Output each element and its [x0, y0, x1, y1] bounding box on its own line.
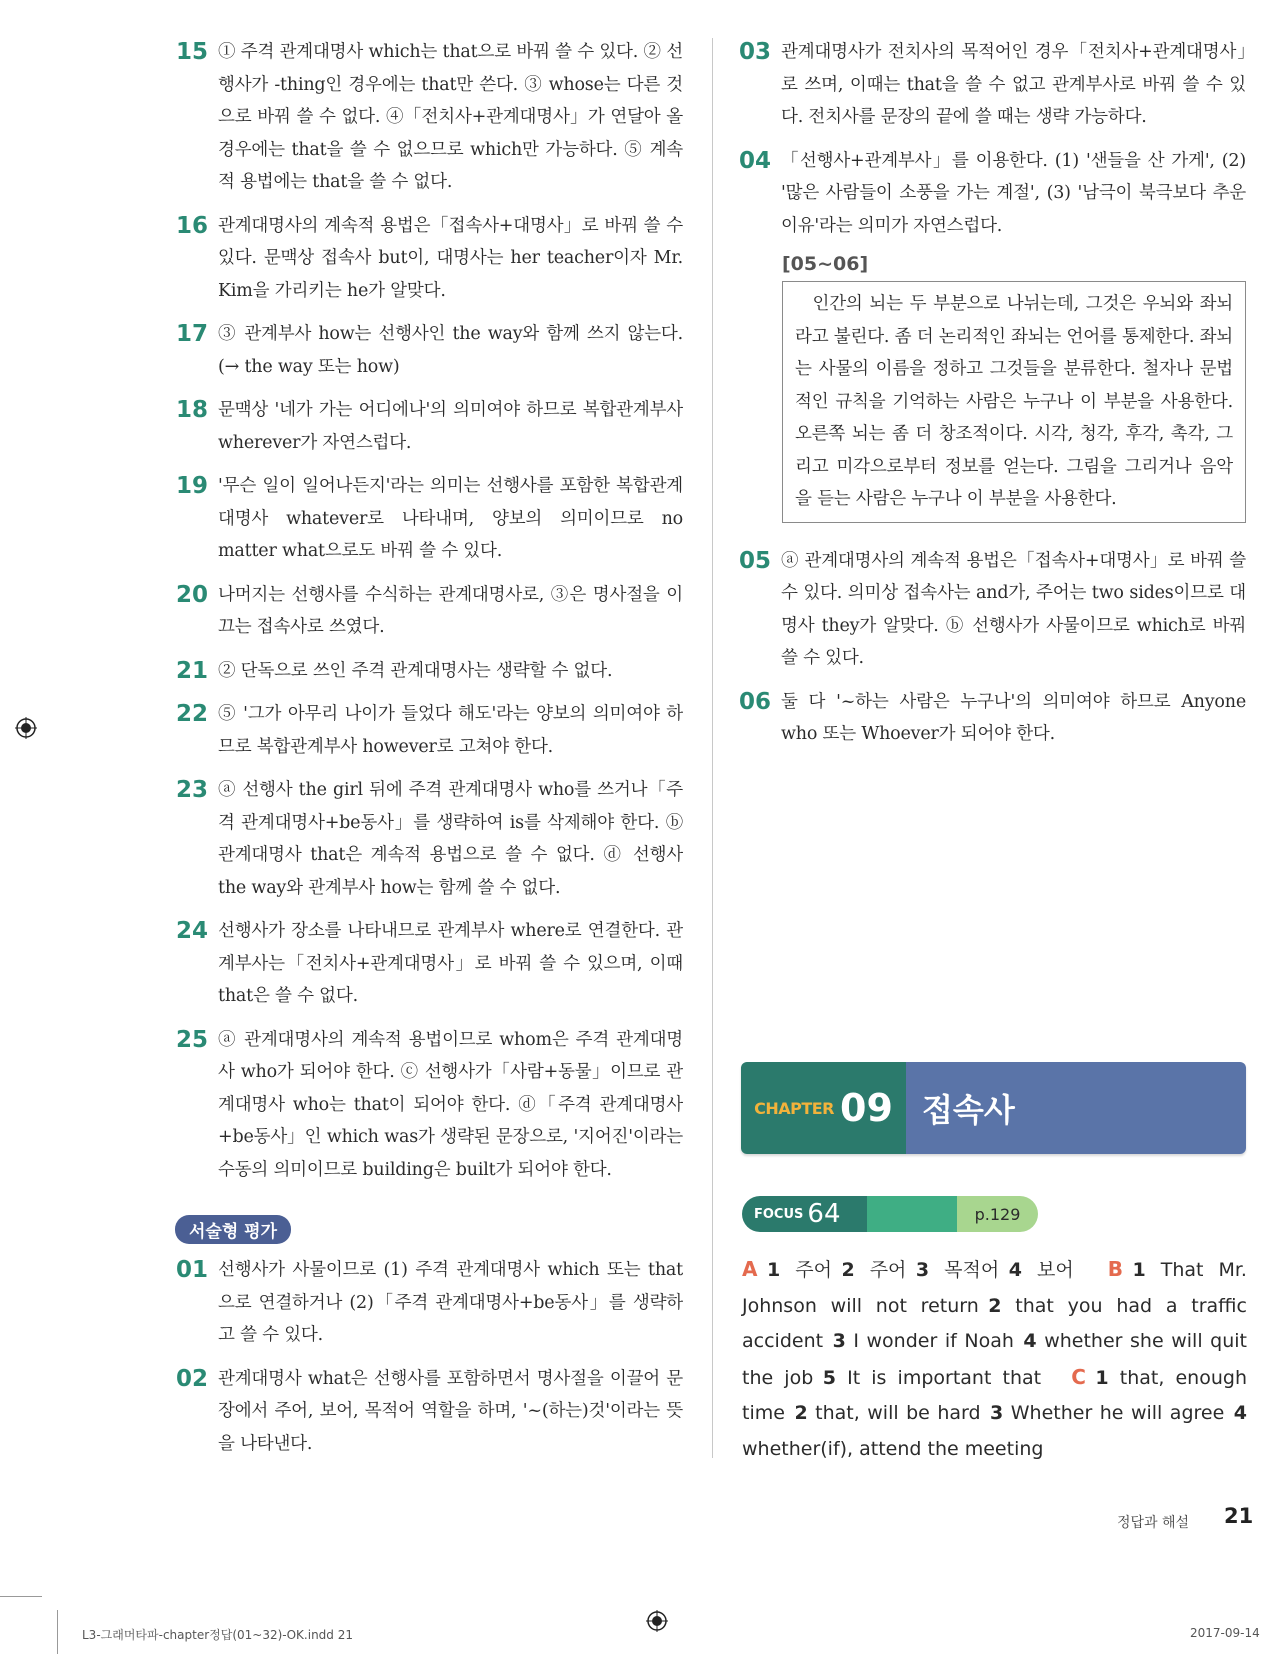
- item-number: 01: [176, 1257, 209, 1283]
- column-divider: [712, 38, 713, 1458]
- question-range-label: [05~06]: [782, 253, 869, 275]
- answer-block: [742, 1252, 1247, 1467]
- item-number: 04: [739, 147, 772, 174]
- answer-item: [740, 36, 1246, 134]
- answer-item: [177, 394, 683, 459]
- answer-number: 1: [1095, 1366, 1109, 1389]
- answer-number: 4: [1023, 1330, 1037, 1352]
- answer-item: [177, 655, 683, 688]
- answer-text: 목적어: [944, 1259, 1000, 1281]
- answer-number: 3: [832, 1330, 846, 1352]
- right-column: [740, 36, 1246, 762]
- answer-item: [740, 545, 1246, 675]
- answer-item: [177, 318, 683, 383]
- item-text: ⓐ 선행사 the girl 뒤에 주격 관계대명사 who를 쓰거나「주격 관계대명사+be동사」를 생략하여 is를 삭제해야 한다. ⓑ 관계대명사 that은 계속적 용법으로 쓸 수 없다. ⓓ 선행사 the way와 관계부사 how는 함께 쓸 수 없다.: [218, 780, 683, 898]
- item-text: 관계대명사의 계속적 용법은「접속사+대명사」로 바꿔 쓸 수 있다. 문맥상 접속사 but이, 대명사는 her teacher이자 Mr. Kim을 가리키는 he가 알맞다.: [218, 215, 683, 301]
- item-number: 23: [176, 777, 209, 803]
- answer-text: That Mr. Johnson will not return: [742, 1259, 1247, 1317]
- item-text: ③ 관계부사 how는 선행사인 the way와 함께 쓰지 않는다. (→ the way 또는 how): [218, 324, 683, 377]
- file-info: L3-그래머타파-chapter정답(01~32)-OK.indd 21: [82, 1628, 353, 1642]
- item-text: 관계대명사 what은 선행사를 포함하면서 명사절을 이끌어 문장에서 주어, 보어, 목적어 역할을 하며, '~(하는)것'이라는 뜻을 나타낸다.: [218, 1368, 683, 1454]
- item-text: 둘 다 '~하는 사람은 누구나'의 의미여야 하므로 Anyone who 또는 Whoever가 되어야 한다.: [781, 691, 1246, 744]
- item-text: ② 단독으로 쓰인 주격 관계대명사는 생략할 수 없다.: [218, 660, 613, 681]
- answer-text: that, enough time: [742, 1366, 1247, 1424]
- answer-item: [177, 1254, 683, 1352]
- item-text: ⓐ 관계대명사의 계속적 용법은「접속사+대명사」로 바꿔 쓸 수 있다. 의미상 접속사는 and가, 주어는 two sides이므로 대명사 they가 알맞다. ⓑ 선행사가 사물이므로 which로 바꿔 쓸 수 있다.: [781, 550, 1246, 668]
- footer-title: 정답과 해설: [1117, 1515, 1190, 1531]
- answer-text: that, will be hard: [815, 1402, 981, 1424]
- item-text: 선행사가 장소를 나타내므로 관계부사 where로 연결한다. 관계부사는「전치사+관계대명사」로 바꿔 쓸 수 있으며, 이때 that은 쓸 수 없다.: [218, 921, 683, 1006]
- answer-text: 주어: [795, 1259, 832, 1281]
- answer-text: whether(if), attend the meeting: [742, 1437, 1044, 1460]
- page-number: 21: [1224, 1504, 1254, 1528]
- focus-page: p.129: [957, 1196, 1038, 1232]
- item-number: 15: [176, 39, 209, 65]
- answer-item: [177, 36, 683, 199]
- item-text: 관계대명사가 전치사의 목적어인 경우「전치사+관계대명사」로 쓰며, 이때는 that을 쓸 수 없고 관계부사로 바꿔 쓸 수 있다. 전치사를 문장의 끝에 쓸 때는 생략 가능하다.: [781, 42, 1246, 127]
- answer-number: 3: [990, 1402, 1004, 1424]
- answer-section-letter: A: [742, 1257, 758, 1281]
- chapter-number-block: [741, 1062, 906, 1154]
- chapter-title: 접속사: [906, 1062, 1246, 1154]
- translation-box: 인간의 뇌는 두 부분으로 나뉘는데, 그것은 우뇌와 좌뇌라고 불린다. 좀 더 논리적인 좌뇌는 언어를 통제한다. 좌뇌는 사물의 이름을 정하고 그것들을 분류한다. 철자나 문법적인 규칙을 기억하는 사람은 누구나 이 부분을 사용한다. 오른쪽 뇌는 좀 더 창조적이다. 시각, 청각, 후각, 촉각, 그리고 미각으로부터 정보를 얻는다. 그림을 그리거나 음악을 듣는 사람은 누구나 이 부분을 사용한다.: [782, 281, 1246, 523]
- item-text: 문맥상 '네가 가는 어디에나'의 의미여야 하므로 복합관계부사 wherever가 자연스럽다.: [218, 400, 683, 453]
- section-badge: 서술형 평가: [175, 1215, 291, 1244]
- answer-item: [177, 698, 683, 763]
- answer-section-letter: C: [1071, 1364, 1086, 1389]
- answer-number: 5: [822, 1366, 836, 1389]
- item-text: ⑤ '그가 아무리 나이가 들었다 해도'라는 양보의 의미여야 하므로 복합관계부사 however로 고쳐야 한다.: [218, 704, 683, 757]
- item-number: 19: [176, 473, 209, 499]
- answer-text: 보어: [1036, 1259, 1074, 1281]
- answer-number: 1: [766, 1259, 781, 1281]
- item-text: 선행사가 사물이므로 (1) 주격 관계대명사 which 또는 that으로 연결하거나 (2)「주격 관계대명사+be동사」를 생략하고 쓸 수 있다.: [218, 1260, 683, 1345]
- answer-text: Whether he will agree: [1010, 1402, 1225, 1424]
- focus-bar-middle: [867, 1196, 957, 1232]
- crop-mark: [0, 1596, 42, 1597]
- date-info: 2017-09-14: [1190, 1626, 1260, 1640]
- registration-mark-icon: [15, 717, 37, 739]
- item-number: 06: [739, 688, 772, 715]
- answer-text: 주어: [869, 1259, 907, 1281]
- item-number: 20: [176, 581, 209, 608]
- answer-item: [177, 1363, 683, 1461]
- item-number: 17: [176, 321, 209, 347]
- item-text: 나머지는 선행사를 수식하는 관계대명사로, ③은 명사절을 이끄는 접속사로 쓰였다.: [218, 584, 683, 637]
- answer-number: 2: [841, 1259, 855, 1281]
- item-text: ① 주격 관계대명사 which는 that으로 바꿔 쓸 수 있다. ② 선행사가 -thing인 경우에는 that만 쓴다. ③ whose는 다른 것으로 바꿔 쓸 수 없다. ④「전치사+관계대명사」가 연달아 올 경우에는 that을 쓸 수 없으므로 which만 가능하다. ⑤ 계속적 용법에는 that을 쓸 수 없다.: [218, 42, 683, 192]
- answer-number: 4: [1008, 1259, 1022, 1281]
- answer-number: 2: [794, 1402, 808, 1424]
- answer-number: 1: [1132, 1259, 1146, 1281]
- item-number: 02: [176, 1365, 209, 1392]
- answer-number: 4: [1233, 1402, 1248, 1424]
- item-text: ⓐ 관계대명사의 계속적 용법이므로 whom은 주격 관계대명사 who가 되어야 한다. ⓒ 선행사가「사람+동물」이므로 관계대명사 who는 that이 되어야 한다. ⓓ「주격 관계대명사+be동사」인 which was가 생략된 문장으로, '지어진'이라는 수동의 의미이므로 building은 built가 되어야 한다.: [218, 1029, 683, 1180]
- item-number: 22: [176, 701, 209, 727]
- answer-text: that you had a traffic accident: [742, 1294, 1247, 1352]
- answer-item: [177, 1024, 683, 1187]
- item-number: 03: [739, 39, 772, 65]
- answer-number: 3: [915, 1259, 930, 1281]
- answer-item: [177, 915, 683, 1013]
- item-number: 16: [176, 212, 209, 239]
- focus-label: FOCUS: [754, 1206, 804, 1222]
- chapter-number: 09: [840, 1086, 893, 1130]
- answer-item: [177, 210, 683, 308]
- focus-number: 64: [807, 1199, 841, 1229]
- answer-item: [177, 774, 683, 904]
- item-number: 05: [739, 547, 772, 574]
- answer-item: [177, 579, 683, 644]
- answer-number: 2: [988, 1294, 1002, 1317]
- chapter-banner: [741, 1062, 1246, 1154]
- registration-mark-icon: [646, 1610, 668, 1632]
- answer-text: I wonder if Noah: [853, 1330, 1014, 1352]
- answer-text: whether she will quit the job: [742, 1330, 1247, 1389]
- focus-label-block: [742, 1196, 867, 1232]
- left-column: [177, 36, 683, 1471]
- focus-bar: [742, 1196, 1038, 1232]
- answer-section-letter: B: [1107, 1257, 1123, 1281]
- item-number: 21: [176, 657, 209, 684]
- answer-item: [740, 686, 1246, 751]
- chapter-label: CHAPTER: [754, 1098, 834, 1118]
- crop-mark: [57, 1610, 58, 1654]
- item-number: 24: [176, 918, 209, 944]
- item-number: 25: [176, 1026, 209, 1053]
- answer-item: [177, 470, 683, 568]
- item-number: 18: [176, 397, 209, 423]
- item-text: 「선행사+관계부사」를 이용한다. (1) '샌들을 산 가게', (2) '많은 사람들이 소풍을 가는 계절', (3) '남극이 북극보다 추운 이유'라는 의미가 자연스럽다.: [781, 150, 1246, 236]
- answer-item: [740, 145, 1246, 243]
- answer-text: It is important that: [847, 1366, 1042, 1389]
- item-text: '무슨 일이 일어나든지'라는 의미는 선행사를 포함한 복합관계대명사 whatever로 나타내며, 양보의 의미이므로 no matter what으로도 바꿔 쓸 수 있다.: [218, 476, 683, 561]
